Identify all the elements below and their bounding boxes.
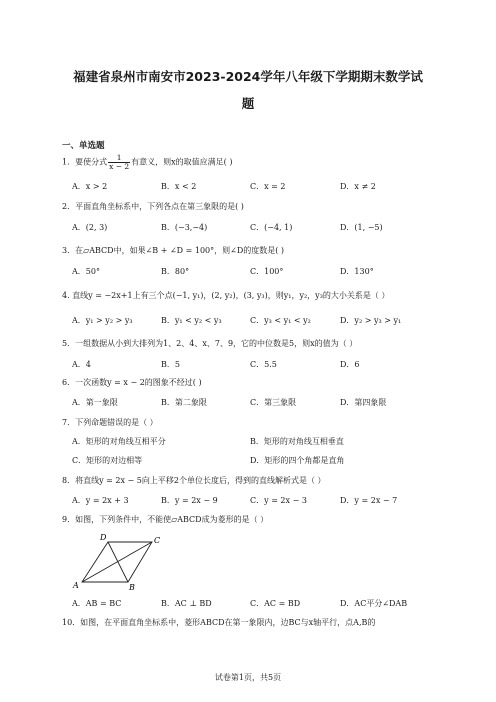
option-label: C． [250,182,265,191]
question-7: 7．下列命题错误的是（ ） [62,418,158,427]
question-9-option-c[interactable] [250,598,300,609]
question-3: 3．在▱ABCD中，如果∠B + ∠D = 100°，则∠D的度数是( ) [62,246,285,255]
option-text: 5.5 [264,360,277,369]
question-6-option-c[interactable] [250,397,296,408]
question-8-option-b[interactable] [161,495,218,506]
option-label: C． [250,267,265,276]
option-text: 130° [354,267,374,276]
option-text: y = 2x − 3 [264,496,307,505]
option-text: 80° [174,267,190,276]
question-1-fraction [108,154,130,171]
question-2-option-a[interactable] [72,222,107,233]
option-text: (−3,−4) [174,223,208,232]
option-text: (2, 3) [85,223,108,232]
option-label: A． [72,437,86,446]
option-label: B． [250,437,264,446]
option-label: A． [72,496,86,505]
option-label: A． [72,182,86,191]
question-5-option-d[interactable] [340,359,360,370]
option-label: C． [250,360,265,369]
vertex-label-d: D [100,533,107,542]
option-label: B． [161,398,175,407]
exam-title-line2: 题 [241,96,255,111]
option-label: C． [72,456,87,465]
option-label: B． [161,496,175,505]
question-9-option-b[interactable] [161,598,212,609]
option-text: AC平分∠DAB [354,599,408,608]
question-5-option-b[interactable] [161,359,180,370]
option-text: y₁ < y₂ < y₃ [174,316,222,325]
question-2-option-c[interactable] [250,222,292,233]
option-text: 100° [264,267,284,276]
question-1-stem-pre: 1．要使分式 [62,157,108,167]
option-text: AC = BD [264,599,301,608]
question-8-option-a[interactable] [72,495,129,506]
exam-title-line1: 福建省泉州市南安市2023-2024学年八年级下学期期末数学试 [73,69,423,84]
option-text: 第三象限 [264,398,297,407]
question-5-option-c[interactable] [250,359,277,370]
option-label: A． [72,398,86,407]
question-6-option-a[interactable] [72,397,118,408]
question-8-option-d[interactable] [340,495,397,506]
vertex-label-a: A [73,581,79,590]
option-label: B． [161,223,175,232]
question-4-option-b[interactable] [161,315,222,326]
option-text: 矩形的对角线互相垂直 [263,437,344,446]
option-label: D． [340,316,355,325]
question-7-option-b[interactable] [250,436,344,447]
vertex-label-b: B [129,583,135,590]
section-heading-single-choice: 一、单选题 [62,141,105,151]
option-label: A． [72,599,86,608]
option-text: x ≠ 2 [354,182,376,191]
option-text: AC ⊥ BD [174,599,212,608]
option-text: 矩形的对角线互相平分 [85,437,166,446]
fraction-denominator: x − 2 [109,162,130,171]
question-6-option-b[interactable] [161,397,207,408]
option-text: y₃ < y₁ < y₂ [264,316,311,325]
option-text: x = 2 [264,182,286,191]
question-1-stem-post: 有意义，则x的取值应满足( ) [131,157,233,167]
option-text: 6 [354,360,360,369]
parallelogram-abcd-figure [70,530,170,590]
option-label: A． [72,223,86,232]
option-text: x < 2 [174,182,197,191]
option-label: D． [340,267,355,276]
option-text: x > 2 [85,182,108,191]
question-2-option-b[interactable] [161,222,207,233]
question-1-option-a[interactable] [72,181,107,192]
question-7-option-d[interactable] [250,455,344,466]
question-4: 4. 直线y = −2x+1上有三个点(−1, y₁)，(2, y₂)，(3, y₃)，则y₁，y₂，y₃的大小关系是（ ） [62,291,390,300]
option-label: D． [340,182,355,191]
option-text: y = 2x − 7 [354,496,398,505]
vertex-label-c: C [154,536,161,545]
question-7-option-c[interactable] [72,455,142,466]
question-1-option-c[interactable] [250,181,286,192]
question-4-option-a[interactable] [72,315,133,326]
option-label: A． [72,267,86,276]
question-3-option-b[interactable] [161,266,189,277]
option-label: B． [161,267,175,276]
option-text: 50° [85,267,100,276]
question-3-option-a[interactable] [72,266,100,277]
question-7-option-a[interactable] [72,436,166,447]
question-8-option-c[interactable] [250,495,307,506]
question-5-option-a[interactable] [72,359,91,370]
option-text: 第二象限 [174,398,207,407]
option-label: B． [161,360,175,369]
option-text: 5 [174,360,180,369]
page-footer: 试卷第1页，共5页 [214,673,282,682]
option-text: 矩形的四个角都是直角 [264,456,345,465]
option-label: C． [250,398,265,407]
option-text: y₁ > y₂ > y₃ [85,316,133,325]
question-4-option-c[interactable] [250,315,311,326]
fraction-numerator: 1 [108,154,130,163]
option-text: (−4, 1) [264,223,293,232]
question-5: 5．一组数据从小到大排列为1、2、4、x、7、9，它的中位数是5，则x的值为（ ） [62,339,358,348]
option-text: 第一象限 [85,398,118,407]
option-text: AB = BC [85,599,122,608]
question-2-option-d[interactable] [340,222,383,233]
option-text: y = 2x + 3 [85,496,129,505]
question-6-option-d[interactable] [340,397,386,408]
question-9-option-d[interactable] [340,598,407,609]
question-6: 6．一次函数y = x − 2的图象不经过( ) [62,378,202,387]
option-label: C． [250,599,265,608]
question-4-option-d[interactable] [340,315,401,326]
question-1-option-b[interactable] [161,181,196,192]
question-2: 2．平面直角坐标系中，下列各点在第三象限的是( ) [62,202,244,211]
option-label: D． [340,398,355,407]
diagonal-ac [82,542,152,582]
option-text: 第四象限 [354,398,387,407]
option-label: C． [250,496,265,505]
question-9-option-a[interactable] [72,598,121,609]
question-3-option-d[interactable] [340,266,374,277]
option-label: C． [250,223,265,232]
question-1 [62,154,232,171]
option-label: A． [72,316,86,325]
option-label: B． [161,599,175,608]
option-label: D． [250,456,265,465]
option-text: (1, −5) [354,223,383,232]
question-10: 10．如图，在平面直角坐标系中，菱形ABCD在第一象限内，边BC与x轴平行，点A,B的 [62,618,376,627]
option-label: B． [161,182,175,191]
question-8: 8．将直线y = 2x − 5向上平移2个单位长度后，得到的直线解析式是（ ） [62,476,326,485]
option-label: D． [340,496,355,505]
diagonal-bd [108,542,128,582]
option-label: A． [72,360,86,369]
option-text: y = 2x − 9 [174,496,218,505]
option-label: D． [340,599,355,608]
question-9: 9．如图，下列条件中，不能使▱ABCD成为菱形的是（ ） [62,515,269,524]
option-label: D． [340,360,355,369]
option-label: B． [161,316,175,325]
option-text: 矩形的对边相等 [86,456,143,465]
option-text: y₂ > y₃ > y₁ [354,316,402,325]
question-1-option-d[interactable] [340,181,376,192]
option-text: 4 [85,360,91,369]
option-label: C． [250,316,265,325]
option-label: D． [340,223,355,232]
question-3-option-c[interactable] [250,266,283,277]
